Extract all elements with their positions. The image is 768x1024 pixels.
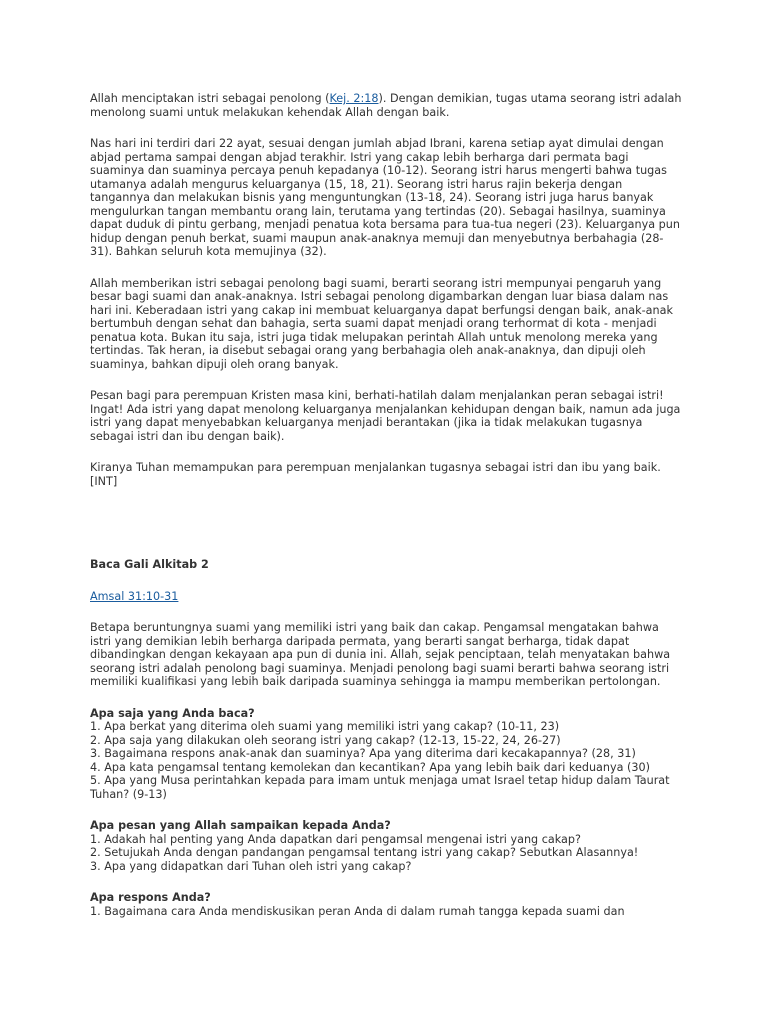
section-spacer (90, 506, 682, 558)
question-group-message (90, 819, 682, 873)
kejadian-link[interactable]: Kej. 2:18 (329, 92, 379, 105)
question-group-read (90, 707, 682, 802)
question-item: 1. Apa berkat yang diterima oleh suami yang memiliki istri yang cakap? (10-11, 23) (90, 720, 560, 733)
paragraph: Kiranya Tuhan memampukan para perempuan menjalankan tugasnya sebagai istri dan ibu yang baik. [INT] (90, 461, 661, 488)
question-item: 1. Adakah hal penting yang Anda dapatkan dari pengamsal mengenai istri yang cakap? (90, 832, 581, 846)
question-item: 1. Bagaimana cara Anda mendiskusikan peran Anda di dalam rumah tangga kepada suami dan (90, 904, 625, 918)
question-item: 3. Bagaimana respons anak-anak dan suaminya? Apa yang diterima dari kecakapannya? (28, 31) (90, 747, 636, 760)
question-item: 3. Apa yang didapatkan dari Tuhan oleh istri yang cakap? (90, 859, 412, 873)
question-item: 2. Setujukah Anda dengan pandangan pengamsal tentang istri yang cakap? Sebutkan Alasannya! (90, 846, 639, 859)
question-item: 5. Apa yang Musa perintahkan kepada para imam untuk menjaga umat Israel tetap hidup dalam Taurat Tuhan? (9-13) (90, 774, 670, 801)
question-item: 4. Apa kata pengamsal tentang kemolekan dan kecantikan? Apa yang lebih baik dari keduanya (30) (90, 760, 650, 774)
paragraph: Pesan bagi para perempuan Kristen masa kini, berhati-hatilah dalam menjalankan peran sebagai istri! Ingat! Ada istri yang dapat menolong keluarganya menjalankan kehidupan dengan baik, namun ada juga istri yang dapat menyebabkan keluarganya menjadi berantakan (jika ia tidak melakukan tugasnya sebagai istri dan ibu dengan baik). (90, 389, 681, 443)
scripture-link-line (90, 590, 682, 604)
paragraph: Nas hari ini terdiri dari 22 ayat, sesuai dengan jumlah abjad Ibrani, karena setiap ayat dimulai dengan abjad pertama sampai dengan abjad terakhir. Istri yang cakap lebih berharga dari permata bagi suaminya dan suaminya percaya penuh kepadanya (10-12). Seorang istri harus mengerti bahwa tugas utamanya adalah mengurus keluarganya (15, 18, 21). Seorang istri harus rajin bekerja dengan tangannya dan melakukan bisnis yang menguntungkan (13-18, 24). Seorang istri juga harus banyak mengulurkan tangan membantu orang lain, terutama yang tertindas (20). Sebagai hasilnya, suaminya dapat duduk di pintu gerbang, menjadi penatua kota bersama para tua-tua negeri (23). Keluarganya pun hidup dengan penuh berkat, suami maupun anak-anaknya memuji dan menyebutnya berbahagia (28-31). Bahkan seluruh kota memujinya (32). (90, 137, 680, 258)
amsal-link[interactable]: Amsal 31:10-31 (90, 589, 179, 603)
question-heading: Apa pesan yang Allah sampaikan kepada Anda? (90, 819, 391, 832)
question-group-response (90, 891, 682, 918)
intro-text-after: ). Dengan demikian, tugas utama seorang istri adalah menolong suami untuk melakukan kehendak Allah dengan baik. (90, 92, 682, 119)
question-heading: Apa respons Anda? (90, 891, 211, 904)
section-heading: Baca Gali Alkitab 2 (90, 558, 209, 571)
section-intro-paragraph: Betapa beruntungnya suami yang memiliki istri yang baik dan cakap. Pengamsal mengatakan bahwa istri yang demikian lebih berharga daripada permata, yang berarti sangat berharga, tidak dapat dibandingkan dengan kekayaan apa pun di dunia ini. Allah, sejak penciptaan, telah menyatakan bahwa seorang istri adalah penolong bagi suaminya. Menjadi penolong bagi suami berarti bahwa seorang istri memiliki kualifikasi yang lebih baik daripada suaminya sehingga ia mampu memberikan pertolongan. (90, 621, 671, 688)
paragraph: Allah memberikan istri sebagai penolong bagi suami, berarti seorang istri mempunyai pengaruh yang besar bagi suami dan anak-anaknya. Istri sebagai penolong digambarkan dengan luar biasa dalam nas hari ini. Keberadaan istri yang cakap ini membuat keluarganya dapat berfungsi dengan baik, anak-anak bertumbuh dengan sehat dan bahagia, serta suami dapat menjadi orang terhormat di kota - menjadi penatua kota. Bukan itu saja, istri juga tidak melupakan perintah Allah untuk menolong mereka yang tertindas. Tak heran, ia disebut sebagai orang yang berbahagia oleh anak-anaknya, dan dipuji oleh suaminya, bahkan dipuji oleh orang banyak. (90, 276, 673, 371)
question-heading: Apa saja yang Anda baca? (90, 706, 255, 720)
question-item: 2. Apa saja yang dilakukan oleh seorang istri yang cakap? (12-13, 15-22, 24, 26-27) (90, 733, 561, 747)
intro-paragraph (90, 92, 682, 119)
document-body (90, 92, 682, 936)
intro-text-before: Allah menciptakan istri sebagai penolong ( (90, 92, 330, 105)
